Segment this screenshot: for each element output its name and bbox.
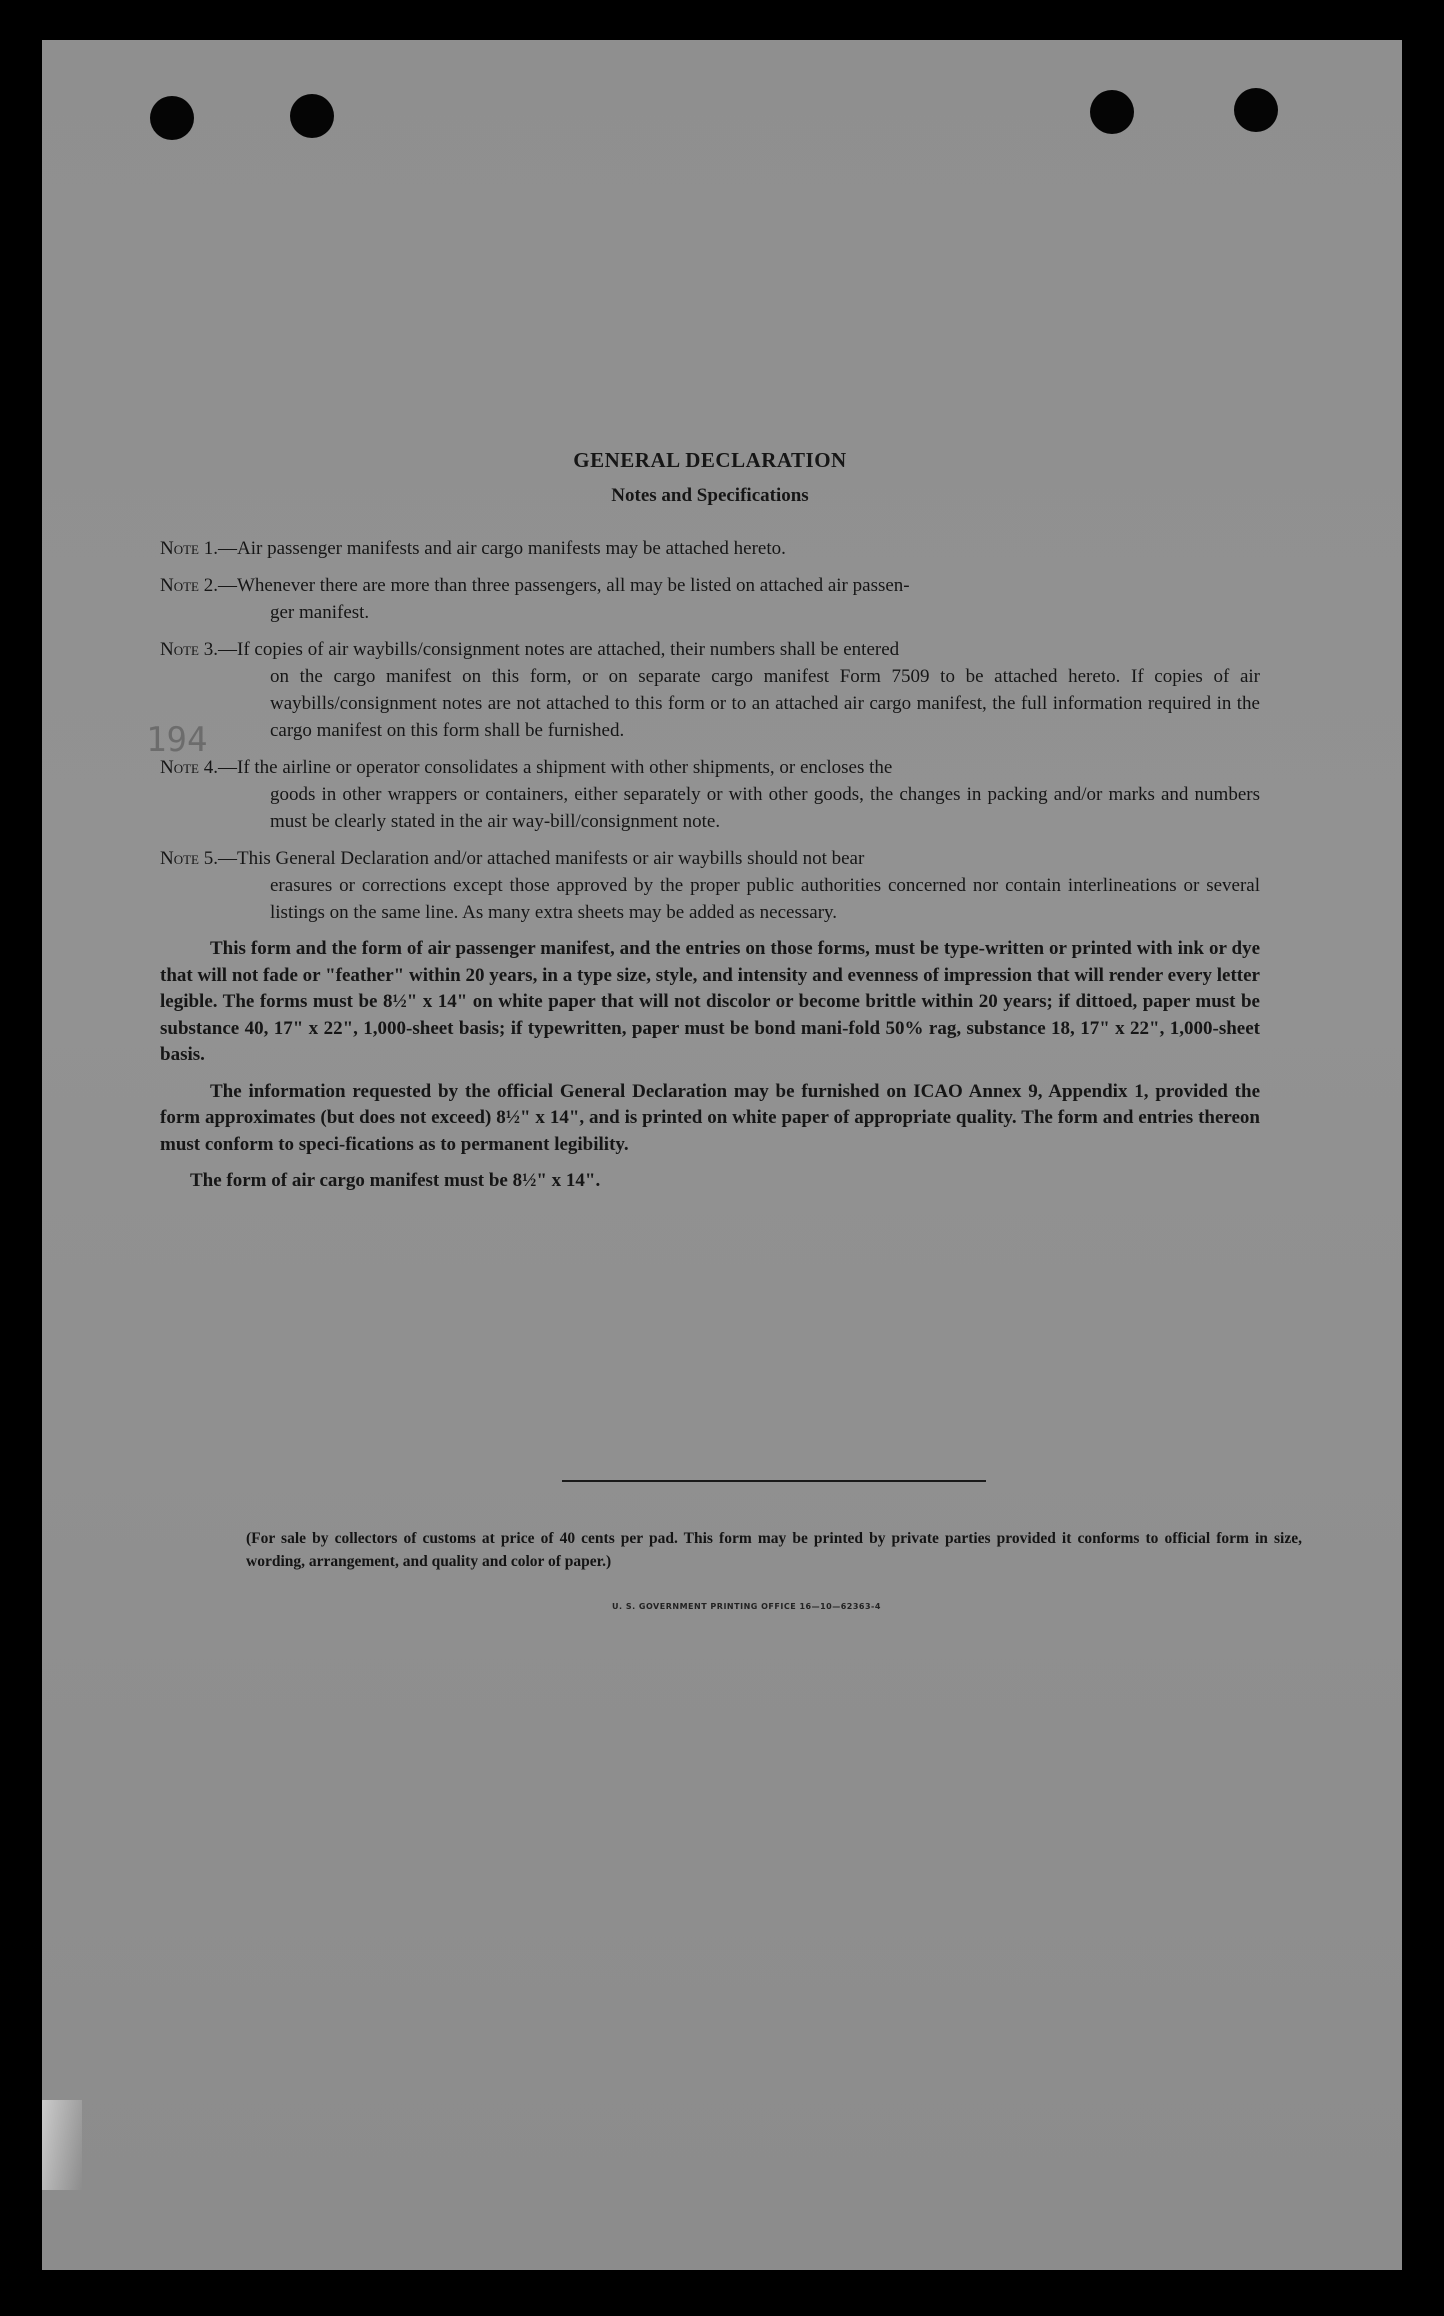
- note-label: Note 5.: [160, 848, 218, 869]
- scan-glare: [42, 2100, 82, 2190]
- note-text: —If the airline or operator consolidates a shipment with other shipments, or encloses the: [218, 757, 893, 778]
- declaration-content: [160, 448, 1260, 1205]
- sale-note: (For sale by collectors of customs at price of 40 cents per pad. This form may be printed by private parties provided it conforms to official form in size, wording, arrangement, and quality and color of paper.): [246, 1530, 1302, 1570]
- note-text: —If copies of air waybills/consignment notes are attached, their numbers shall be entered: [218, 639, 900, 660]
- punch-hole-3: [1090, 90, 1134, 134]
- printer-imprint: U. S. GOVERNMENT PRINTING OFFICE 16—10—62363-4: [612, 1602, 881, 1611]
- punch-hole-2: [290, 94, 334, 138]
- note-text-continued: erasures or corrections except those approved by the proper public authorities concerned nor contain interlineations or several listings on the same line. As many extra sheets may be added as necessary.: [270, 875, 1260, 923]
- note-3: [160, 636, 1260, 744]
- note-1: [160, 535, 1260, 562]
- paragraph-icao-annex: The information requested by the official General Declaration may be furnished on ICAO Annex 9, Appendix 1, provided the form approximates (but does not exceed) 8½" x 14", and is printed on white paper of appropriate quality. The form and entries thereon must conform to speci-fications as to permanent legibility.: [160, 1080, 1260, 1155]
- note-text-continued: on the cargo manifest on this form, or on separate cargo manifest Form 7509 to be attached hereto. If copies of air waybills/consignment notes are not attached to this form or to an attached air cargo manifest, the full information required in the cargo manifest on this form shall be furnished.: [270, 666, 1260, 741]
- note-text: —This General Declaration and/or attached manifests or air waybills should not bear: [218, 848, 865, 869]
- punch-hole-4: [1234, 88, 1278, 132]
- note-text-continued: goods in other wrappers or containers, either separately or with other goods, the changes in packing and/or marks and numbers must be clearly stated in the air way-bill/consignment note.: [270, 784, 1260, 832]
- bleed-through-number: 194: [146, 720, 208, 760]
- note-text-continued: ger manifest.: [270, 602, 370, 623]
- note-4: [160, 754, 1260, 835]
- note-5: [160, 845, 1260, 926]
- note-2: [160, 572, 1260, 626]
- paragraph-typewriting-spec: This form and the form of air passenger manifest, and the entries on those forms, must be type-written or printed with ink or dye that will not fade or "feather" within 20 years, in a type size, style, and intensity and evenness of impression that will render every letter legible. The forms must be 8½" x 14" on white paper that will not discolor or become brittle within 20 years; if dittoed, paper must be substance 40, 17" x 22", 1,000-sheet basis; if typewritten, paper must be bond mani-fold 50% rag, substance 18, 17" x 22", 1,000-sheet basis.: [160, 938, 1260, 1065]
- note-label: Note 3.: [160, 639, 218, 660]
- note-text: —Whenever there are more than three passengers, all may be listed on attached air passen-: [218, 575, 910, 596]
- note-label: Note 1.: [160, 538, 218, 559]
- note-text: —Air passenger manifests and air cargo manifests may be attached hereto.: [218, 538, 786, 559]
- page-subtitle: Notes and Specifications: [611, 485, 809, 506]
- note-label: Note 2.: [160, 575, 218, 596]
- punch-hole-1: [150, 96, 194, 140]
- page-title: GENERAL DECLARATION: [573, 448, 847, 472]
- signature-rule: [562, 1480, 986, 1482]
- paragraph-cargo-manifest-size: The form of air cargo manifest must be 8½" x 14".: [190, 1170, 601, 1191]
- note-label: Note 4.: [160, 757, 218, 778]
